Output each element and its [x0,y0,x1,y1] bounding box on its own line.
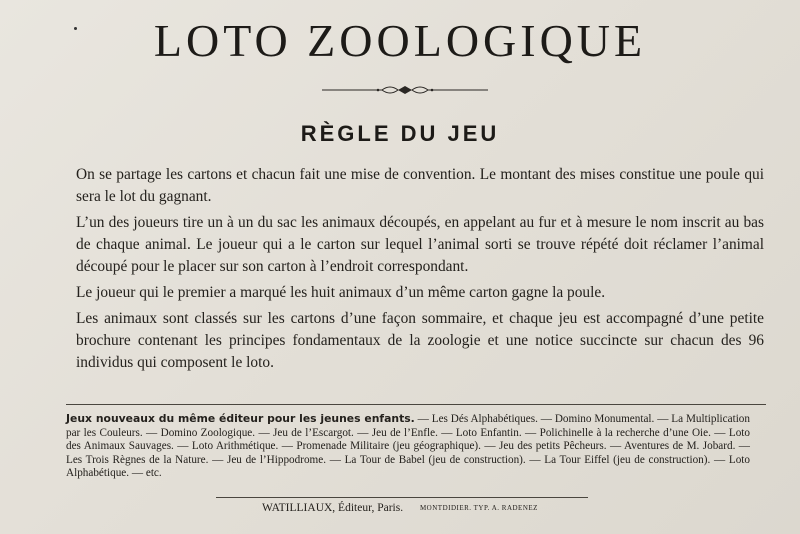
rules-body [76,164,764,378]
page-title: LOTO ZOOLOGIQUE [153,15,647,66]
divider-line [216,497,588,498]
ornament-divider-icon [320,83,490,97]
other-games-list [66,412,750,481]
publisher-imprint [0,502,800,514]
other-games-text: — Les Dés Alphabétiques. — Domino Monumental. — La Multiplication par les Couleurs. — Domino Zoologique. — Jeu de l’Escargot. — Jeu de l’Enfle. — Loto Enfantin. — Polichinelle à la recherche d’une Oie. — Loto des Animaux Sauvages. — Loto Arithmétique. — Promenade Militaire (jeu géographique). — Jeu des petits Pêcheurs. — Aventures de M. Jobard. — Les Trois Règnes de la Nature. — Jeu de l’Hippodrome. — La Tour de Babel (jeu de construction). — La Tour Eiffel (jeu de construction). — Loto Alphabétique. — etc. [66,413,750,480]
publisher-name: WATILLIAUX, Éditeur, Paris. [262,502,404,514]
rules-paragraph: On se partage les cartons et chacun fait une mise de convention. Le montant des mises constitue une poule qui sera le lot du gagnant. [76,166,764,205]
section-heading: RÈGLE DU JEU [300,121,500,146]
rules-paragraph: Le joueur qui le premier a marqué les huit animaux d’un même carton gagne la poule. [76,284,606,301]
rules-paragraph: L’un des joueurs tire un à un du sac les animaux découpés, en appelant au fur et à mesure le nom inscrit au bas de chaque animal. Le joueur qui a le carton sur lequel l’animal sorti se trouve répété doit réclamer l’animal découpé pour le placer sur son carton à l’endroit correspondant. [76,214,764,275]
rules-paragraph: Les animaux sont classés sur les cartons d’une façon sommaire, et chaque jeu est accompagné d’une petite brochure contenant les principes fondamentaux de la zoologie et une notice succincte sur chacun des 96 individus qui composent le loto. [76,310,764,371]
divider-line [66,404,766,405]
printer-name: MONTDIDIER. TYP. A. RADENEZ [419,504,538,513]
other-games-heading: Jeux nouveaux du même éditeur pour les jeunes enfants. [66,412,415,425]
